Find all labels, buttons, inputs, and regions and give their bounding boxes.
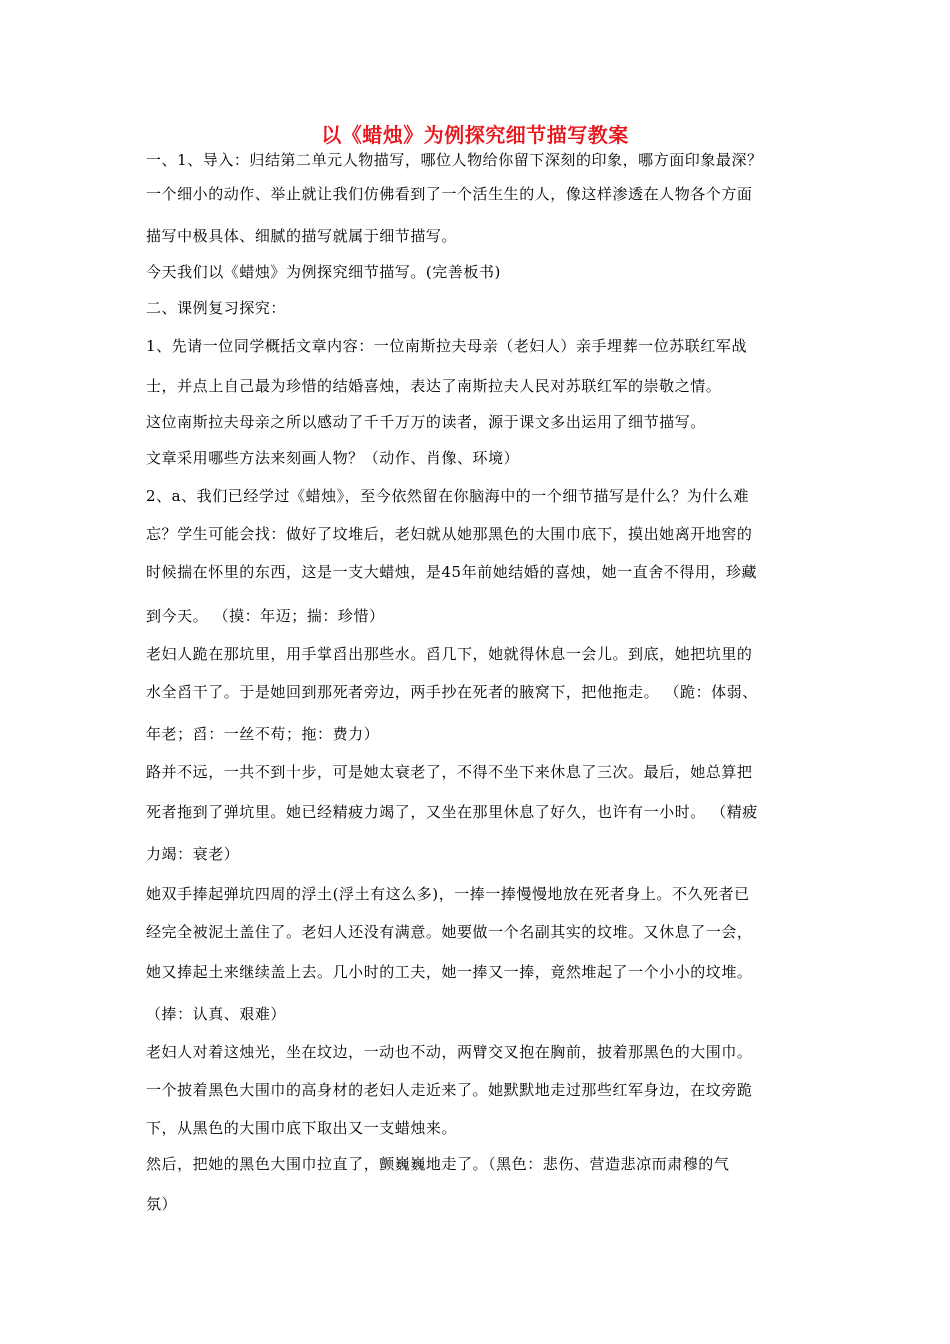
paragraph-line: 这位南斯拉夫母亲之所以感动了千千万万的读者，源于课文多出运用了细节描写。 [146,413,706,431]
paragraph-line: 路并不远，一共不到十步，可是她太衰老了，不得不坐下来休息了三次。最后，她总算把 [146,763,753,781]
paragraph-line: 下，从黑色的大围巾底下取出又一支蜡烛来。 [146,1119,458,1137]
paragraph-line: （捧：认真、艰难） [146,1005,286,1023]
paragraph-line: 年老；舀：一丝不苟；拖：费力） [146,725,380,743]
paragraph-line: 力竭：衰老） [146,845,240,863]
paragraph-line: 然后，把她的黑色大围巾拉直了，颤巍巍地走了。（黑色：悲伤、营造悲凉而肃穆的气 [146,1155,730,1173]
paragraph-line: 水全舀干了。于是她回到那死者旁边，两手抄在死者的腋窝下，把他拖走。 （跪：体弱、 [146,683,758,701]
paragraph-line: 描写中极具体、细腻的描写就属于细节描写。 [146,227,458,245]
paragraph-line: 今天我们以《蜡烛》为例探究细节描写。(完善板书) [146,263,501,281]
paragraph-line: 经完全被泥土盖住了。老妇人还没有满意。她要做一个名副其实的坟堆。又休息了一会， [146,923,753,941]
paragraph-line: 一个细小的动作、举止就让我们仿佛看到了一个活生生的人，像这样渗透在人物各个方面 [146,185,753,203]
paragraph-line: 时候揣在怀里的东西，这是一支大蜡烛，是45年前她结婚的喜烛，她一直舍不得用，珍藏 [146,563,758,581]
paragraph-line: 士，并点上自己最为珍惜的结婚喜烛，表达了南斯拉夫人民对苏联红军的崇敬之情。 [146,377,722,395]
paragraph-line: 1、先请一位同学概括文章内容：一位南斯拉夫母亲（老妇人）亲手埋葬一位苏联红军战 [146,337,747,355]
paragraph-line: 一个披着黑色大围巾的高身材的老妇人走近来了。她默默地走过那些红军身边，在坟旁跪 [146,1081,753,1099]
paragraph-line: 死者拖到了弹坑里。她已经精疲力竭了，又坐在那里休息了好久，也许有一小时。 （精疲 [146,803,758,821]
paragraph-line: 氛） [146,1195,178,1213]
paragraph-line: 老妇人对着这烛光，坐在坟边，一动也不动，两臂交叉抱在胸前，披着那黑色的大围巾。 [146,1043,753,1061]
paragraph-line: 忘？学生可能会找：做好了坟堆后，老妇就从她那黑色的大围巾底下，摸出她离开地窖的 [146,525,753,543]
paragraph-line: 文章采用哪些方法来刻画人物？（动作、肖像、环境） [146,449,520,467]
paragraph-line: 到今天。 （摸：年迈；揣：珍惜） [146,607,385,625]
paragraph-line: 她又捧起土来继续盖上去。几小时的工夫，她一捧又一捧，竟然堆起了一个小小的坟堆。 [146,963,753,981]
paragraph-line: 老妇人跪在那坑里，用手掌舀出那些水。舀几下，她就得休息一会儿。到底，她把坑里的 [146,645,753,663]
document-title: 以《蜡烛》为例探究细节描写教案 [321,123,629,147]
paragraph-line: 一、1、导入：归结第二单元人物描写，哪位人物给你留下深刻的印象，哪方面印象最深？ [146,151,763,169]
paragraph-line: 二、课例复习探究： [146,299,286,317]
paragraph-line: 2、a、我们已经学过《蜡烛》，至今依然留在你脑海中的一个细节描写是什么？为什么难 [146,487,749,505]
paragraph-line: 她双手捧起弹坑四周的浮土(浮土有这么多)，一捧一捧慢慢地放在死者身上。不久死者已 [146,885,750,903]
